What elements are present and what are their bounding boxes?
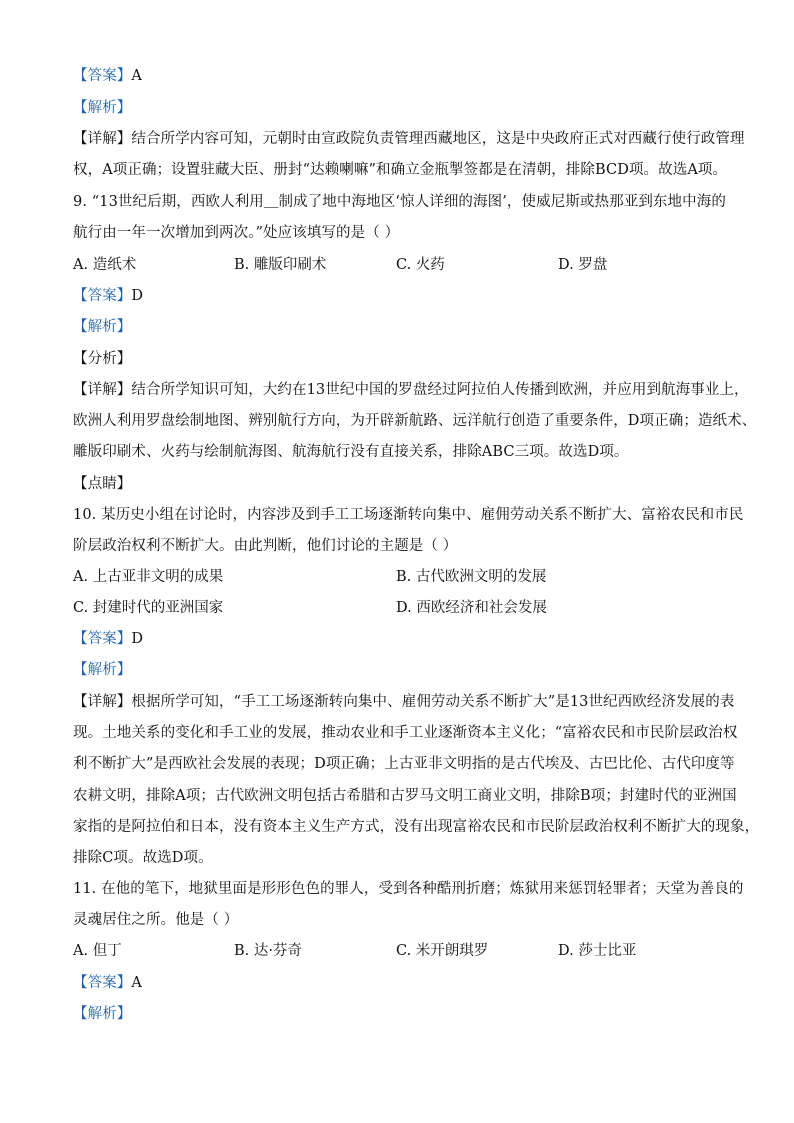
q10-analysis-label: 【解析】 <box>73 662 132 678</box>
answer-label: 【答案】 <box>73 975 132 991</box>
q9-option-d: D. 罗盘 <box>558 257 608 273</box>
q10-option-d: D. 西欧经济和社会发展 <box>396 600 547 616</box>
q9-analysis-label: 【解析】 <box>73 319 132 335</box>
q10-stem-line-2: 阶层政治权利不断扩大。由此判断，他们讨论的主题是（ ） <box>73 538 458 554</box>
q9-stem-line-2: 航行由一年一次增加到两次。”处应该填写的是（ ） <box>73 225 400 241</box>
q10-detail-line-1 <box>73 692 734 712</box>
answer-value: A <box>131 68 142 84</box>
q8-detail-line-1 <box>73 129 745 149</box>
q10-stem-line-1: 10. 某历史小组在讨论时，内容涉及到手工工场逐渐转向集中、雇佣劳动关系不断扩大、富裕农民和市民 <box>73 507 744 523</box>
q11-analysis-label: 【解析】 <box>73 1006 132 1022</box>
q11-answer-line <box>73 973 142 993</box>
q11-option-b: B. 达·芬奇 <box>234 943 302 959</box>
q9-option-c: C. 火药 <box>396 257 445 273</box>
detail-label: 【详解】 <box>73 694 132 710</box>
detail-text: 根据所学可知，“手工工场逐渐转向集中、雇佣劳动关系不断扩大”是13世纪西欧经济发展的表 <box>131 694 735 710</box>
q10-answer-line <box>73 629 143 649</box>
detail-label: 【详解】 <box>73 382 132 398</box>
answer-label: 【答案】 <box>73 631 132 647</box>
q9-answer-line <box>73 286 143 306</box>
q10-detail-line-3: 利不断扩大”是西欧社会发展的表现；D项正确；上古亚非文明指的是古代埃及、古巴比伦、古代印度等 <box>73 756 735 772</box>
q9-fenxi-label: 【分析】 <box>73 351 132 367</box>
q11-stem-line-1: 11. 在他的笔下，地狱里面是形形色色的罪人，受到各种酷刑折磨；炼狱用来惩罚轻罪者；天堂为善良的 <box>73 881 744 897</box>
q9-detail-line-3: 雕版印刷术、火药与绘制航海图、航海航行没有直接关系，排除ABC三项。故选D项。 <box>73 444 629 460</box>
q10-detail-line-6: 排除C项。故选D项。 <box>73 850 213 866</box>
q9-detail-line-2: 欧洲人利用罗盘绘制地图、辨别航行方向，为开辟新航路、远洋航行创造了重要条件，D项正确；造纸术、 <box>73 413 757 429</box>
q9-detail-line-1 <box>73 380 749 400</box>
answer-label: 【答案】 <box>73 288 132 304</box>
q11-option-d: D. 莎士比亚 <box>558 943 637 959</box>
q10-option-a: A. 上古亚非文明的成果 <box>73 569 224 585</box>
detail-label: 【详解】 <box>73 131 132 147</box>
q9-stem-line-1: 9. “13世纪后期，西欧人利用＿制成了地中海地区‘惊人详细的海图’，使威尼斯或热那亚到东地中海的 <box>73 194 726 210</box>
q11-option-a: A. 但丁 <box>73 943 122 959</box>
q10-detail-line-5: 家指的是阿拉伯和日本，没有资本主义生产方式，没有出现富裕农民和市民阶层政治权利不断扩大的现象， <box>73 819 760 835</box>
answer-value: A <box>131 975 142 991</box>
detail-text: 结合所学知识可知，大约在13世纪中国的罗盘经过阿拉伯人传播到欧洲，并应用到航海事业上， <box>131 382 749 398</box>
q8-answer-line <box>73 66 142 86</box>
q9-dianjing-label: 【点睛】 <box>73 476 132 492</box>
q10-detail-line-2: 现。土地关系的变化和手工业的发展，推动农业和手工业逐渐资本主义化；“富裕农民和市民阶层政治权 <box>73 725 738 741</box>
answer-value: D <box>131 288 144 304</box>
q10-detail-line-4: 农耕文明，排除A项；古代欧洲文明包括古希腊和古罗马文明工商业文明，排除B项；封建时代的亚洲国 <box>73 788 737 804</box>
q9-option-b: B. 雕版印刷术 <box>234 257 327 273</box>
q9-option-a: A. 造纸术 <box>73 257 137 273</box>
detail-text: 结合所学内容可知，元朝时由宣政院负责管理西藏地区，这是中央政府正式对西藏行使行政管理 <box>131 131 745 147</box>
q10-option-b: B. 古代欧洲文明的发展 <box>396 569 547 585</box>
answer-label: 【答案】 <box>73 68 132 84</box>
q8-analysis-label: 【解析】 <box>73 100 132 116</box>
q10-option-c: C. 封建时代的亚洲国家 <box>73 600 224 616</box>
q8-detail-line-2: 权，A项正确；设置驻藏大臣、册封“达赖喇嘛”和确立金瓶掣签都是在清朝，排除BCD项。故选A项。 <box>73 162 728 178</box>
q11-option-c: C. 米开朗琪罗 <box>396 943 489 959</box>
q11-stem-line-2: 灵魂居住之所。他是（ ） <box>73 912 239 928</box>
answer-value: D <box>131 631 144 647</box>
